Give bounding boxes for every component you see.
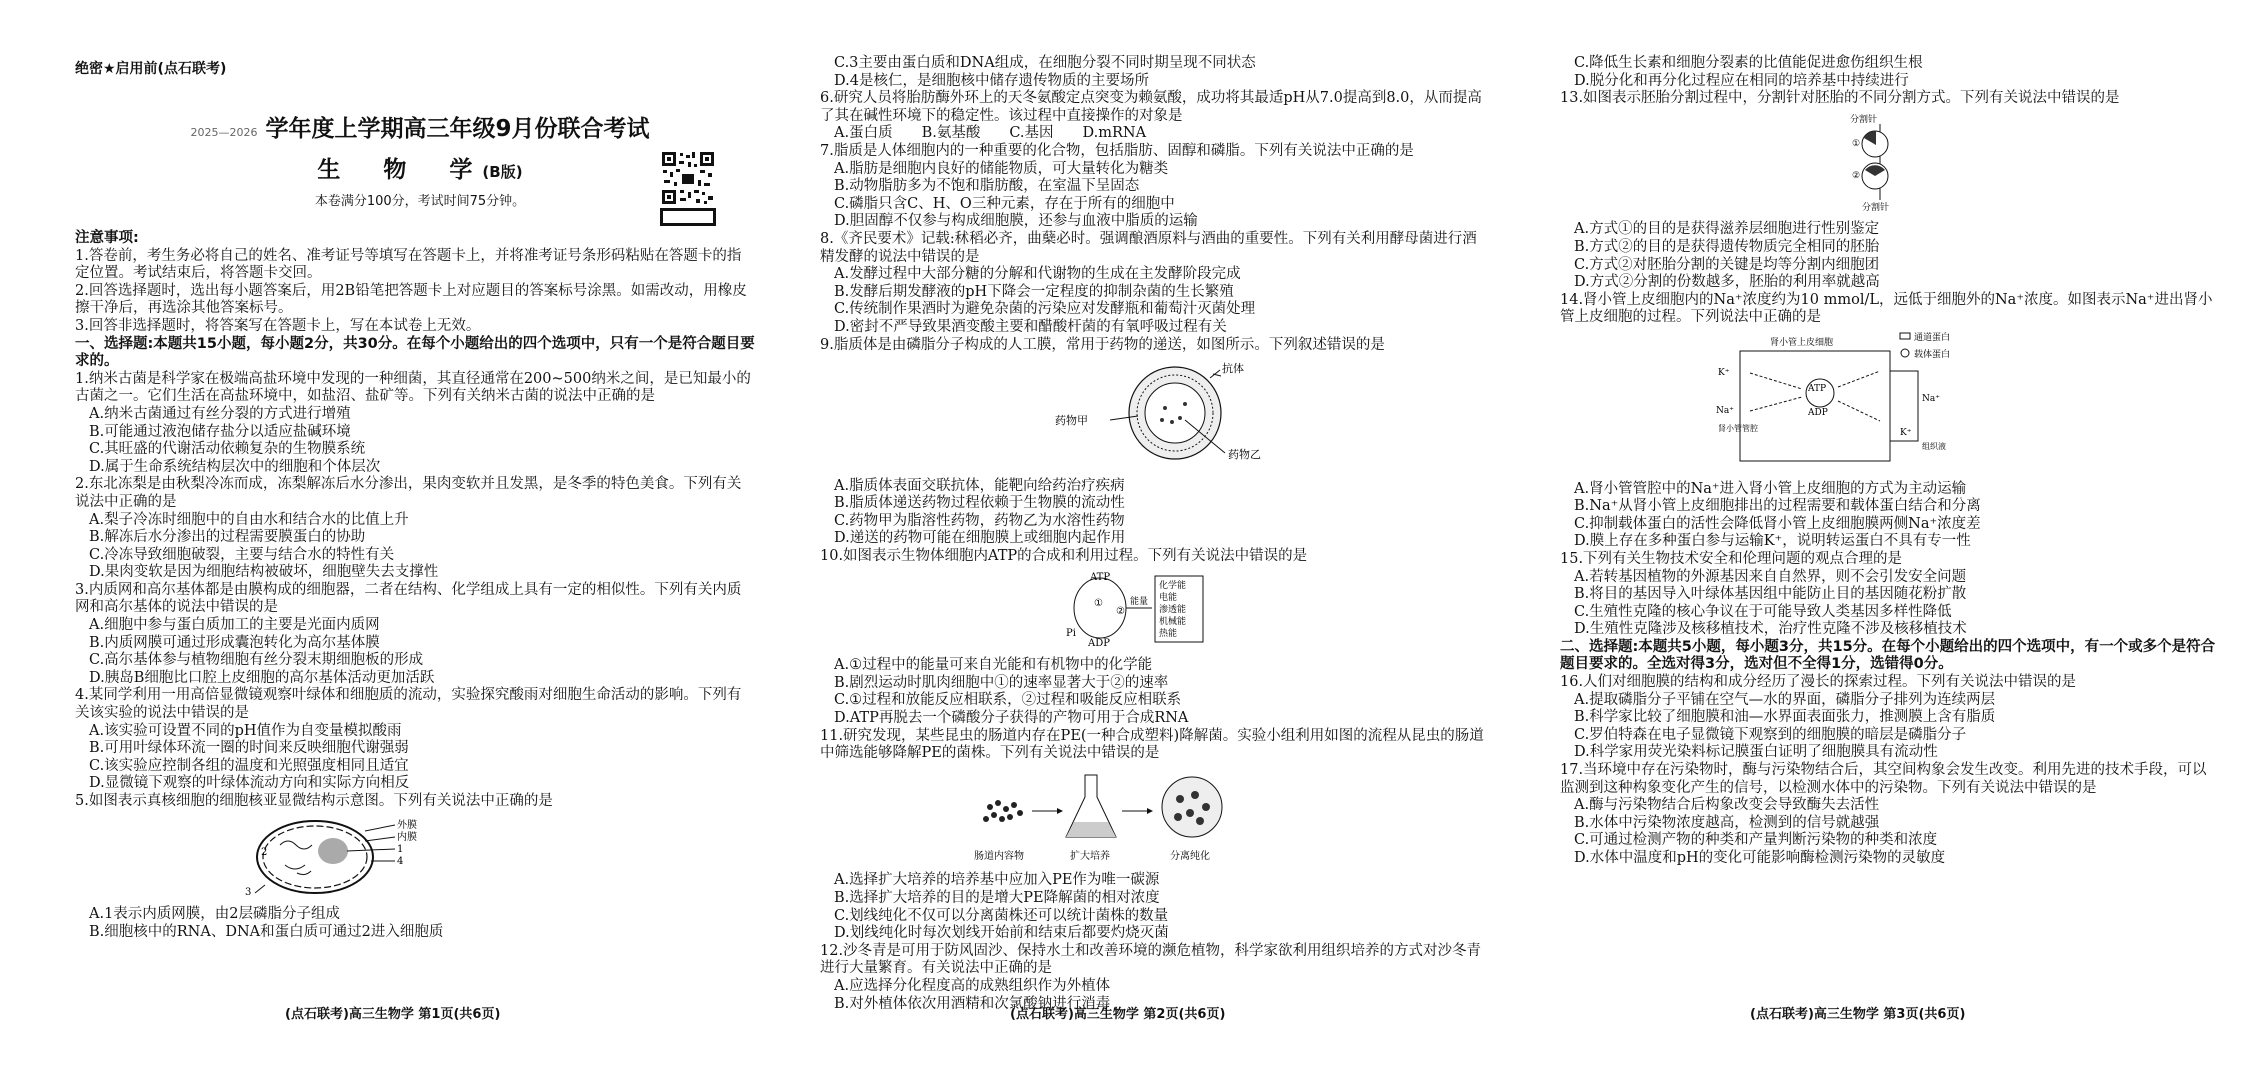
answer-option: A.发酵过程中大部分糖的分解和代谢物的生成在主发酵阶段完成 <box>834 266 1241 283</box>
answer-option: A.脂质体表面交联抗体，能靶向给药治疗疾病 <box>834 477 1125 494</box>
embryo-label-1: ① <box>1852 138 1861 149</box>
section-heading: 注意事项: <box>75 230 139 246</box>
page-footer-3: (点石联考)高三生物学 第3页(共6页) <box>1750 1007 1966 1022</box>
answer-option: B.对外植体依次用酒精和次氯酸钠进行消毒 <box>834 995 1111 1012</box>
answer-option: C.可通过检测产物的种类和产量判断污染物的种类和浓度 <box>1574 832 1938 849</box>
column-3 <box>1560 55 2220 868</box>
question-text: 5.如图表示真核细胞的细胞核亚显微结构示意图。下列有关说法中正确的是 <box>75 793 553 809</box>
answer-option: D.果肉变软是因为细胞结构被破坏，细胞壁失去支撑性 <box>89 564 439 581</box>
answer-option: B.细胞核中的RNA、DNA和蛋白质可通过2进入细胞质 <box>89 923 444 940</box>
answer-option: C.磷脂只含C、H、O三种元素，存在于所有的细胞中 <box>834 195 1175 212</box>
atp-label-elec: 电能 <box>1159 592 1178 603</box>
answer-option: D.水体中温度和pH的变化可能影响酶检测污染物的灵敏度 <box>1574 850 1946 866</box>
answer-option: B.解冻后水分渗出的过程需要膜蛋白的协助 <box>89 529 366 546</box>
question-text: 16.人们对细胞膜的结构和成分经历了漫长的探索过程。下列有关说法中错误的是 <box>1560 674 2077 691</box>
answer-option: B.选择扩大培养的目的是增大PE降解菌的相对浓度 <box>834 890 1160 906</box>
answer-option: B.发酵后期发酵液的pH下降会一定程度的抑制杂菌的生长繁殖 <box>834 283 1234 300</box>
answer-option: A.应选择分化程度高的成熟组织作为外植体 <box>834 977 1111 994</box>
secret-label: 绝密★启用前(点石联考) <box>75 61 227 77</box>
question-text: 3.回答非选择题时，将答案写在答题卡上，写在本试卷上无效。 <box>75 317 481 334</box>
answer-option: B.可能通过液泡储存盐分以适应盐碱环境 <box>89 423 351 440</box>
kidney-label-na-left: Na⁺ <box>1716 405 1734 416</box>
nucleus-diagram <box>235 815 435 897</box>
question-text: 7.脂质是人体细胞内的一种重要的化合物，包括脂肪、固醇和磷脂。下列有关说法中正确的是 <box>820 142 1414 159</box>
kidney-label-carrier: 载体蛋白 <box>1914 349 1951 360</box>
kidney-label-k-right: K⁺ <box>1900 427 1912 438</box>
question-text: 13.如图表示胚胎分割过程中，分割针对胚胎的不同分割方式。下列有关说法中错误的是 <box>1560 90 2120 107</box>
atp-label-mech: 机械能 <box>1159 616 1187 627</box>
kidney-label-k-left: K⁺ <box>1718 367 1730 378</box>
page-footer-2: (点石联考)高三生物学 第2页(共6页) <box>1010 1007 1226 1022</box>
atp-label-heat: 热能 <box>1159 628 1178 639</box>
answer-option: A.1表示内质网膜，由2层磷脂分子组成 <box>89 906 341 923</box>
answer-option: B.内质网膜可通过形成囊泡转化为高尔基体膜 <box>89 634 380 651</box>
answer-option: D.脱分化和再分化过程应在相同的培养基中持续进行 <box>1574 72 1909 89</box>
answer-option: B.Na⁺从肾小管上皮细胞排出的过程需要和载体蛋白结合和分离 <box>1574 498 1981 515</box>
section-heading: 一、选择题:本题共15小题，每小题2分，共30分。在每个小题给出的四个选项中，只有一个是符合题目要求的。 <box>75 335 755 370</box>
question-text: 15.下列有关生物技术安全和伦理问题的观点合理的是 <box>1560 550 1903 567</box>
column-1 <box>75 230 755 941</box>
exam-title: 2025—2026 学年度上学期高三年级9月份联合考试 <box>190 116 650 142</box>
kidney-label-cell: 肾小管上皮细胞 <box>1770 337 1834 348</box>
section-heading: 二、选择题:本题共5小题，每小题3分，共15分。在每个小题给出的四个选项中，有一个或多个是符合题目要求的。全选对得3分，选对但不全得1分，选错得0分。 <box>1560 638 2216 673</box>
answer-option: A.该实验可设置不同的pH值作为自变量模拟酸雨 <box>89 722 402 739</box>
answer-option: C.传统制作果酒时为避免杂菌的污染应对发酵瓶和葡萄汁灭菌处理 <box>834 301 1256 318</box>
qr-code-icon <box>660 150 716 226</box>
question-text: 12.沙冬青是可用于防风固沙、保持水土和改善环境的濒危植物，科学家欲利用组织培养的方式对沙冬青进行大量繁育。有关说法中正确的是 <box>820 942 1482 977</box>
culture-label-expand: 扩大培养 <box>1070 850 1110 862</box>
embryo-split-diagram <box>1820 112 1930 212</box>
answer-option: A.蛋白质 B.氨基酸 C.基因 D.mRNA <box>834 125 1147 142</box>
answer-option: B.脂质体递送药物过程依赖于生物膜的流动性 <box>834 495 1125 512</box>
answer-option: B.将目的基因导入叶绿体基因组中能防止目的基因随花粉扩散 <box>1574 586 1967 603</box>
answer-option: B.科学家比较了细胞膜和油—水界面表面张力，推测膜上含有脂质 <box>1574 709 1996 726</box>
answer-option: D.递送的药物可能在细胞膜上或细胞内起作用 <box>834 530 1126 547</box>
answer-option: B.动物脂肪多为不饱和脂肪酸，在室温下呈固态 <box>834 178 1140 195</box>
nucleus-label-2: 2 <box>261 846 268 858</box>
answer-option: A.细胞中参与蛋白质加工的主要是光面内质网 <box>89 617 380 634</box>
page-footer-1: (点石联考)高三生物学 第1页(共6页) <box>285 1007 501 1022</box>
column-2 <box>820 55 1490 1013</box>
atp-label-energy: 能量 <box>1130 596 1149 607</box>
question-text: 2.东北冻梨是由秋梨冷冻而成，冻梨解冻后水分渗出，果肉变软并且发黑，是冬季的特色美食。下列有关说法中正确的是 <box>75 476 742 510</box>
question-text: 1.答卷前，考生务必将自己的姓名、准考证号等填写在答题卡上，并将准考证号条形码粘贴在答题卡的指定位置。考试结束后，将答题卡交回。 <box>75 247 742 282</box>
answer-option: D.科学家用荧光染料标记膜蛋白证明了细胞膜具有流动性 <box>1574 744 1938 761</box>
answer-option: B.可用叶绿体环流一圈的时间来反映细胞代谢强弱 <box>89 740 409 757</box>
subject-title: 生 物 学(B版) <box>317 157 523 183</box>
answer-option: D.属于生命系统结构层次中的细胞和个体层次 <box>89 458 381 475</box>
kidney-label-lumen: 肾小管管腔 <box>1718 423 1758 433</box>
answer-option: A.提取磷脂分子平铺在空气—水的界面，磷脂分子排列为连续两层 <box>1574 691 1996 708</box>
embryo-label-needle-bottom: 分割针 <box>1862 202 1890 212</box>
answer-option: D.胆固醇不仅参与构成细胞膜，还参与血液中脂质的运输 <box>834 213 1198 230</box>
answer-option: D.ATP再脱去一个磷酸分子获得的产物可用于合成RNA <box>834 710 1189 727</box>
kidney-label-tissue: 组织液 <box>1922 441 1946 451</box>
nucleus-label-inner: 内膜 <box>397 831 417 843</box>
answer-option: D.膜上存在多种蛋白参与运输K⁺，说明转运蛋白不具有专一性 <box>1574 533 1971 550</box>
answer-option: D.显微镜下观察的叶绿体流动方向和实际方向相反 <box>89 775 410 792</box>
question-text: 6.研究人员将胎肪酶外环上的天冬氨酸定点突变为赖氨酸，成功将其最适pH从7.0提高到8.0，从而提高了其在碱性环境下的稳定性。该过程中直接操作的对象是 <box>820 90 1482 124</box>
question-text: 9.脂质体是由磷脂分子构成的人工膜，常用于药物的递送，如图所示。下列叙述错误的是 <box>820 336 1385 353</box>
answer-option: D.胰岛B细胞比口腔上皮细胞的高尔基体活动更加活跃 <box>89 669 435 686</box>
embryo-label-2: ② <box>1852 170 1861 181</box>
exam-title-block <box>130 110 710 209</box>
answer-option: B.水体中污染物浓度越高，检测到的信号就越强 <box>1574 814 1880 831</box>
liposome-label-drug-a: 药物甲 <box>1055 414 1088 428</box>
atp-label-step1: ① <box>1094 597 1103 609</box>
kidney-label-atp: ATP <box>1808 383 1827 394</box>
answer-option: C.抑制载体蛋白的活性会降低肾小管上皮细胞膜两侧Na⁺浓度差 <box>1574 515 1981 532</box>
answer-option: A.酶与污染物结合后构象改变会导致酶失去活性 <box>1574 797 1880 814</box>
question-text: 1.纳米古菌是科学家在极端高盐环境中发现的一种细菌，其直径通常在200~500纳米之间，是已知最小的古菌之一。它们生活在高盐环境中，如盐沼、盐矿等。下列有关纳米古菌的说法中正确的是 <box>75 370 751 405</box>
atp-label-pi: Pi <box>1066 627 1076 639</box>
answer-option: A.选择扩大培养的培养基中应加入PE作为唯一碳源 <box>834 872 1160 889</box>
answer-option: A.肾小管管腔中的Na⁺进入肾小管上皮细胞的方式为主动运输 <box>1574 480 1967 497</box>
atp-label-adp: ADP <box>1088 637 1110 648</box>
liposome-diagram <box>1050 358 1310 468</box>
nucleus-label-3: 3 <box>245 886 252 897</box>
question-text: 8.《齐民要术》记载:秫稻必齐，曲蘖必时。强调酿酒原料与酒曲的重要性。下列有关利用酵母菌进行酒精发酵的说法中错误的是 <box>820 230 1477 265</box>
answer-option: C.生殖性克隆的核心争议在于可能导致人类基因多样性降低 <box>1574 603 1952 620</box>
answer-option: A.方式①的目的是获得滋养层细胞进行性别鉴定 <box>1574 221 1880 238</box>
answer-option: C.划线纯化不仅可以分离菌株还可以统计菌株的数量 <box>834 907 1169 924</box>
answer-option: C.①过程和放能反应相联系，②过程和吸能反应相联系 <box>834 692 1182 709</box>
atp-cycle-diagram <box>1060 570 1240 648</box>
question-text: 17.当环境中存在污染物时，酶与污染物结合后，其空间构象会发生改变。利用先进的技术手段，可以监测到这种构象变化产生的信号，以检测水体中的污染物。下列有关说法中错误的是 <box>1560 762 2207 796</box>
answer-option: D.划线纯化时每次划线开始前和结束后都要灼烧灭菌 <box>834 925 1169 942</box>
answer-option: A.若转基因植物的外源基因来自自然界，则不会引发安全问题 <box>1574 568 1967 585</box>
question-text: 11.研究发现，某些昆虫的肠道内存在PE(一种合成塑料)降解菌。实验小组利用如图的流程从昆虫的肠道中筛选能够降解PE的菌株。下列有关说法中错误的是 <box>820 727 1484 762</box>
answer-option: D.4是核仁，是细胞核中储存遗传物质的主要场所 <box>834 72 1149 89</box>
answer-option: C.罗伯特森在电子显微镜下观察到的细胞膜的暗层是磷脂分子 <box>1574 726 1967 743</box>
question-text: 2.回答选择题时，选出每小题答案后，用2B铅笔把答题卡上对应题目的答案标号涂黑。如需改动，用橡皮擦干净后，再选涂其他答案标号。 <box>75 282 747 317</box>
answer-option: A.①过程中的能量可来自光能和有机物中的化学能 <box>834 657 1153 674</box>
kidney-label-adp: ADP <box>1808 407 1828 418</box>
nucleus-label-outer: 外膜 <box>397 819 417 831</box>
liposome-label-drug-b: 药物乙 <box>1228 448 1261 462</box>
question-text: 4.某同学利用一用高倍显微镜观察叶绿体和细胞质的流动，实验探究酸雨对细胞生命活动的影响。下列有关该实验的说法中错误的是 <box>75 687 742 722</box>
answer-option: A.纳米古菌通过有丝分裂的方式进行增殖 <box>89 405 351 422</box>
question-text: 3.内质网和高尔基体都是由膜构成的细胞器，二者在结构、化学组成上具有一定的相似性。下列有关内质网和高尔基体的说法中错误的是 <box>75 581 742 616</box>
kidney-label-na-right: Na⁺ <box>1922 393 1940 404</box>
question-text: 10.如图表示生物体细胞内ATP的合成和利用过程。下列有关说法中错误的是 <box>820 548 1308 565</box>
nucleus-label-4: 4 <box>397 855 404 867</box>
question-text: 14.肾小管上皮细胞内的Na⁺浓度约为10 mmol/L，远低于细胞外的Na⁺浓度。如图表示Na⁺进出肾小管上皮细胞的过程。下列说法中正确的是 <box>1560 291 2213 326</box>
answer-option: D.生殖性克隆涉及核移植技术，治疗性克隆不涉及核移植技术 <box>1574 621 1967 638</box>
nucleus-label-1: 1 <box>397 843 404 855</box>
answer-option: C.方式②对胚胎分割的关键是均等分割内细胞团 <box>1574 256 1880 273</box>
answer-option: B.剧烈运动时肌肉细胞中①的速率显著大于②的速率 <box>834 674 1169 691</box>
answer-option: C.冷冻导致细胞破裂，主要与结合水的特性有关 <box>89 546 395 563</box>
answer-option: C.降低生长素和细胞分裂素的比值能促进愈伤组织生根 <box>1574 55 1923 71</box>
answer-option: C.药物甲为脂溶性药物，药物乙为水溶性药物 <box>834 512 1125 529</box>
answer-option: C.其旺盛的代谢活动依赖复杂的生物膜系统 <box>89 441 366 458</box>
embryo-label-needle-top: 分割针 <box>1850 114 1878 125</box>
school-year: 2025—2026 <box>190 126 258 139</box>
culture-label-gut: 肠道内容物 <box>974 850 1024 862</box>
atp-label-step2: ② <box>1116 605 1125 617</box>
liposome-label-antibody: 抗体 <box>1222 362 1244 376</box>
answer-option: B.方式②的目的是获得遗传物质完全相同的胚胎 <box>1574 238 1880 255</box>
atp-label-atp: ATP <box>1090 571 1111 583</box>
atp-label-osm: 渗透能 <box>1159 604 1187 615</box>
answer-option: A.梨子冷冻时细胞中的自由水和结合水的比值上升 <box>89 511 409 528</box>
kidney-transport-diagram <box>1710 331 2050 471</box>
answer-option: C.3主要由蛋白质和DNA组成，在细胞分裂不同时期呈现不同状态 <box>834 55 1256 71</box>
kidney-label-channel: 通道蛋白 <box>1914 332 1951 343</box>
answer-option: A.脂肪是细胞内良好的储能物质，可大量转化为糖类 <box>834 160 1169 177</box>
culture-flow-diagram <box>970 767 1270 863</box>
answer-option: D.密封不严导致果酒变酸主要和醋酸杆菌的有氧呼吸过程有关 <box>834 318 1227 335</box>
answer-option: C.高尔基体参与植物细胞有丝分裂末期细胞板的形成 <box>89 652 424 669</box>
exam-info: 本卷满分100分，考试时间75分钟。 <box>314 194 526 209</box>
atp-label-chem: 化学能 <box>1159 580 1187 591</box>
culture-label-purify: 分离纯化 <box>1170 850 1210 862</box>
answer-option: D.方式②分割的份数越多，胚胎的利用率就越高 <box>1574 274 1880 291</box>
answer-option: C.该实验应控制各组的温度和光照强度相同且适宜 <box>89 757 409 774</box>
